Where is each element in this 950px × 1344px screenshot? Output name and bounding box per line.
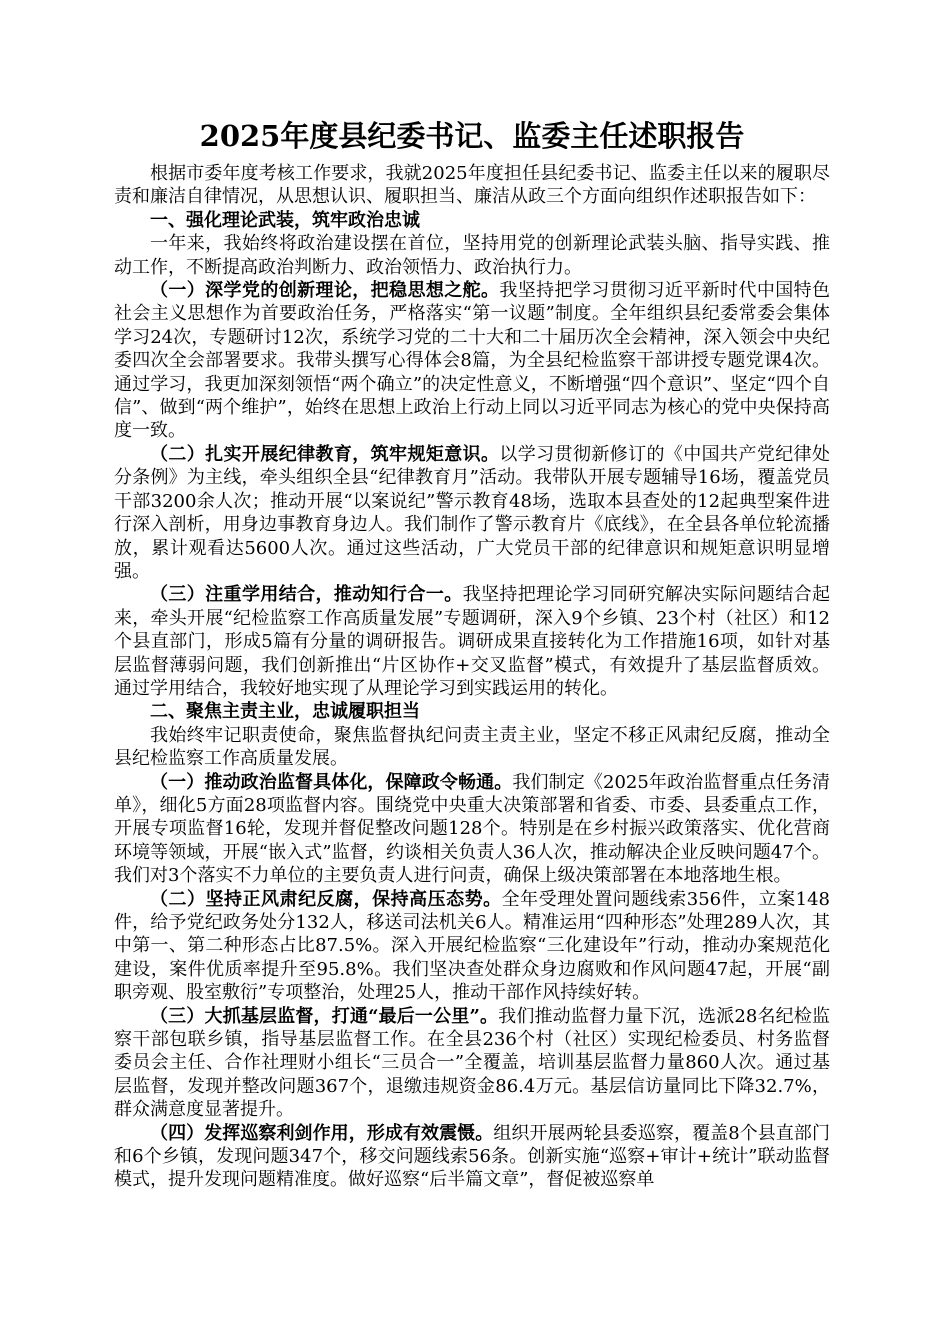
paragraph-lead: （一）推动政治监督具体化，保障政令畅通。 (150, 771, 513, 793)
paragraph-body: 全年受理处置问题线索356件，立案148件，给予党纪政务处分132人，移送司法机关6人。精准运用“四种形态”处理289人次，其中第一、第二种形态占比87.5%。深入开展纪检监察“三化建设年”行动，推动办案规范化建设，案件优质率提升至95.8%。我们坚决查处群众身边腐败和作风问题47起，开展“副职旁观、股室敷衍”专项整治，处理25人，推动干部作风持续好转。 (114, 888, 830, 1004)
section-intro-2: 我始终牢记职责使命，聚焦监督执纪问责主责主业，坚定不移正风肃纪反腐，推动全县纪检监察工作高质量发展。 (114, 724, 830, 770)
paragraph-lead: （二）扎实开展纪律教育，筑牢规矩意识。 (150, 443, 500, 465)
paragraph-body: 组织开展两轮县委巡察，覆盖8个县直部门和6个乡镇，发现问题347个，移交问题线索56条。创新实施“巡察+审计+统计”联动监督模式，提升发现问题精准度。做好巡察“后半篇文章”，督促被巡察单 (114, 1122, 831, 1191)
paragraph-2-2 (114, 888, 830, 1005)
paragraph-body: 我坚持把学习贯彻习近平新时代中国特色社会主义思想作为首要政治任务，严格落实“第一议题”制度。全年组织县纪委常委会集体学习24次，专题研讨12次，系统学习党的二十大和二十届历次全会精神，深入领会中央纪委四次全会部署要求。我带头撰写心得体会8篇，为全县纪检监察干部讲授专题党课4次。通过学习，我更加深刻领悟“两个确立”的决定性意义，不断增强“四个意识”、坚定“四个自信”、做到“两个维护”，始终在思想上政治上行动上同以习近平同志为核心的党中央保持高度一致。 (114, 280, 830, 442)
paragraph-lead: （一）深学党的创新理论，把稳思想之舵。 (150, 280, 500, 302)
paragraph-body: 我们制定《2025年政治监督重点任务清单》，细化5方面28项监督内容。围绕党中央重大决策部署和省委、市委、县委重点工作，开展专项监督16轮，发现并督促整改问题128个。特别是在乡村振兴政策落实、优化营商环境等领域，开展“嵌入式”监督，约谈相关负责人36人次，推动解决企业反映问题47个。我们对3个落实不力单位的主要负责人进行问责，确保上级决策部署在本地落地生根。 (114, 771, 830, 887)
paragraph-1-1 (114, 279, 830, 443)
paragraph-body: 以学习贯彻新修订的《中国共产党纪律处分条例》为主线，牵头组织全县“纪律教育月”活动。我带队开展专题辅导16场，覆盖党员干部3200余人次；推动开展“以案说纪”警示教育48场，选取本县查处的12起典型案件进行深入剖析，用身边事教育身边人。我们制作了警示教育片《底线》，在全县各单位轮流播放，累计观看达5600人次。通过这些活动，广大党员干部的纪律意识和规矩意识明显增强。 (114, 443, 830, 582)
section-intro-1: 一年来，我始终将政治建设摆在首位，坚持用党的创新理论武装头脑、指导实践、推动工作，不断提高政治判断力、政治领悟力、政治执行力。 (114, 233, 830, 278)
paragraph-lead: （二）坚持正风肃纪反腐，保持高压态势。 (150, 888, 502, 910)
paragraph-2-4 (114, 1122, 830, 1192)
document-title: 2025年度县纪委书记、监委主任述职报告 (199, 119, 745, 153)
paragraph-lead: （三）大抓基层监督，打通“最后一公里”。 (150, 1005, 499, 1027)
section-heading-2: 二、聚焦主责主业，忠诚履职担当 (150, 701, 420, 723)
paragraph-2-3 (114, 1005, 830, 1122)
paragraph-2-1 (114, 771, 830, 888)
intro-paragraph: 根据市委年度考核工作要求，我就2025年度担任县纪委书记、监委主任以来的履职尽责和廉洁自律情况，从思想认识、履职担当、廉洁从政三个方面向组织作述职报告如下： (114, 163, 830, 208)
document-page (114, 114, 830, 1192)
section-heading-1: 一、强化理论武装，筑牢政治忠诚 (150, 209, 420, 231)
paragraph-body: 我们推动监督力量下沉，选派28名纪检监察干部包联乡镇，指导基层监督工作。在全县236个村（社区）实现纪检委员、村务监督委员会主任、合作社理财小组长“三员合一”全覆盖，培训基层监督力量860人次。通过基层监督，发现并整改问题367个，退缴违规资金86.4万元。基层信访量同比下降32.7%，群众满意度显著提升。 (114, 1005, 830, 1121)
paragraph-lead: （三）注重学用结合，推动知行合一。 (150, 584, 463, 606)
paragraph-1-3 (114, 583, 830, 700)
paragraph-lead: （四）发挥巡察利剑作用，形成有效震慑。 (150, 1122, 494, 1144)
paragraph-1-2 (114, 443, 830, 583)
paragraph-body: 我坚持把理论学习同研究解决实际问题结合起来，牵头开展“纪检监察工作高质量发展”专题调研，深入9个乡镇、23个村（社区）和12个县直部门，形成5篇有分量的调研报告。调研成果直接转化为工作措施16项，如针对基层监督薄弱问题，我们创新推出“片区协作+交叉监督”模式，有效提升了基层监督质效。通过学用结合，我较好地实现了从理论学习到实践运用的转化。 (114, 584, 830, 699)
